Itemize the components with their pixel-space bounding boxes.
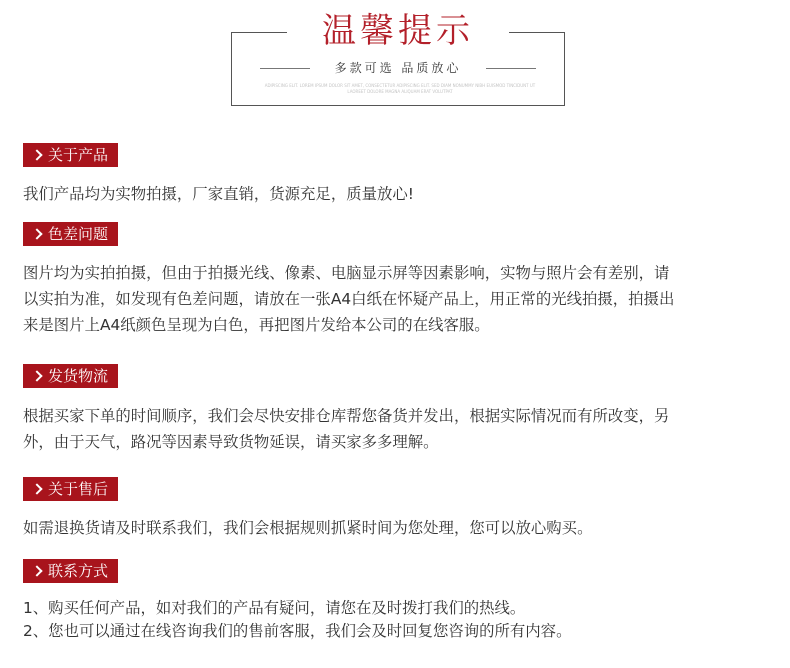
section-title: 关于产品 [48, 146, 109, 164]
page-title: 温馨提示 [322, 11, 474, 51]
text-line: 我们产品均为实物拍摄，厂家直销，货源充足，质量放心! [23, 185, 414, 203]
section-text-shipping [23, 403, 773, 455]
text-line: 外，由于天气，路况等因素导致货物延误，请买家多多理解。 [23, 433, 439, 451]
section-tag-product [23, 143, 118, 167]
section-text-contact [23, 597, 773, 643]
section-tag-aftersales [23, 477, 118, 501]
chevron-right-icon [31, 228, 42, 239]
section-title: 发货物流 [48, 367, 109, 385]
section-title: 色差问题 [48, 225, 109, 243]
text-line: 图片均为实拍拍摄，但由于拍摄光线、像素、电脑显示屏等因素影响，实物与照片会有差别，请 [23, 264, 670, 282]
text-line: 2、您也可以通过在线咨询我们的售前客服，我们会及时回复您咨询的所有内容。 [23, 622, 572, 640]
section-title: 联系方式 [48, 562, 109, 580]
text-line: 如需退换货请及时联系我们，我们会根据规则抓紧时间为您处理，您可以放心购买。 [23, 519, 593, 537]
section-tag-shipping [23, 364, 118, 388]
section-text-color [23, 260, 773, 338]
page-subtitle: 多款可选 品质放心 [334, 61, 462, 75]
text-line: 1、购买任何产品，如对我们的产品有疑问，请您在及时拨打我们的热线。 [23, 599, 526, 617]
text-line: 根据买家下单的时间顺序，我们会尽快安排仓库帮您备货并发出，根据实际情况而有所改变，另 [23, 407, 670, 425]
decorative-english-text: ADIPISCING ELIT. LOREM IPSUM DOLOR SIT AMET, CONSECTETUR ADIPISCING ELIT. SED DIAM NONUMMY NIBH EUISMOD TINCIDUNT UT LAOREET DOLORE MAGNA ALIQUAM ERAT VOLUTPAT [264, 83, 536, 94]
text-line: 来是图片上A4纸颜色呈现为白色，再把图片发给本公司的在线客服。 [23, 316, 490, 334]
chevron-right-icon [31, 565, 42, 576]
chevron-right-icon [31, 483, 42, 494]
section-tag-color [23, 222, 118, 246]
section-title: 关于售后 [48, 480, 109, 498]
text-line: 以实拍为准，如发现有色差问题，请放在一张A4白纸在怀疑产品上，用正常的光线拍摄，拍摄出 [23, 290, 675, 308]
section-tag-contact [23, 559, 118, 583]
chevron-right-icon [31, 149, 42, 160]
section-text-aftersales [23, 515, 773, 541]
chevron-right-icon [31, 370, 42, 381]
section-text-product [23, 181, 773, 207]
